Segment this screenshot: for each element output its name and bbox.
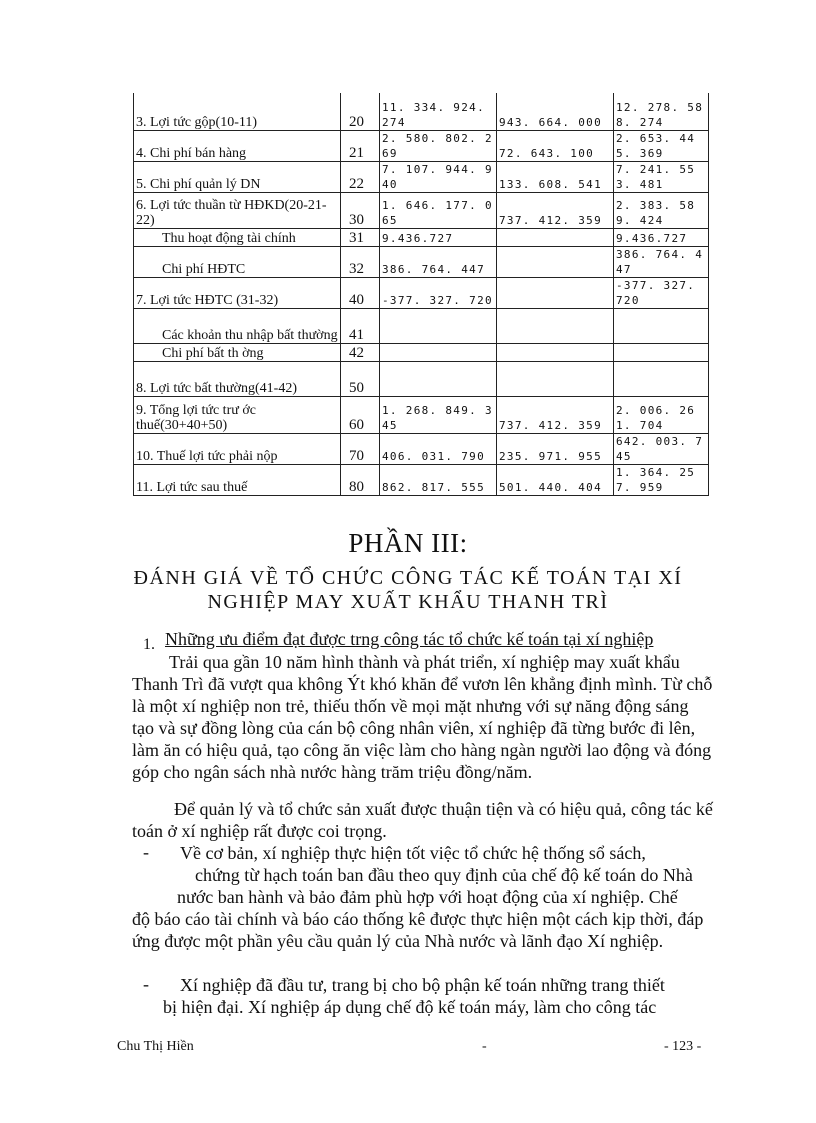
table-row: [134, 277, 709, 308]
part-subtitle: ĐÁNH GIÁ VỀ TỔ CHỨC CÔNG TÁC KẾ TOÁN TẠI XÍ NGHIỆP MAY XUẤT KHẨU THANH TRÌ: [133, 567, 683, 613]
row-code: 21: [341, 130, 380, 161]
row-code: 42: [341, 343, 380, 361]
table-row: [134, 130, 709, 161]
table-row: [134, 433, 709, 464]
value-col-3: 7. 241. 553. 481: [614, 161, 709, 192]
row-label: 11. Lợi tức sau thuế: [134, 464, 341, 495]
row-code: 22: [341, 161, 380, 192]
bullet-dash: -: [143, 842, 149, 862]
value-col-3: 2. 383. 589. 424: [614, 192, 709, 228]
value-col-1: [380, 361, 497, 396]
value-col-1: 11. 334. 924. 274: [380, 93, 497, 130]
row-code: 30: [341, 192, 380, 228]
value-col-1: 2. 580. 802. 269: [380, 130, 497, 161]
value-col-3: 9.436.727: [614, 228, 709, 246]
row-label: 5. Chi phí quản lý DN: [134, 161, 341, 192]
page-number: - 123 -: [664, 1039, 702, 1054]
value-col-2: 133. 608. 541: [497, 161, 614, 192]
value-col-3: [614, 308, 709, 343]
part-title: PHẦN III:: [348, 528, 468, 558]
bullet-1-line-2: chứng từ hạch toán ban đầu theo quy định của chế độ kế toán do Nhà: [195, 865, 693, 885]
row-label: Các khoản thu nhập bất thường: [134, 308, 341, 343]
row-label: Chi phí HĐTC: [134, 246, 341, 277]
bullet-1-line-3: nước ban hành và bảo đảm phù hợp với hoạt động của xí nghiệp. Chế: [177, 887, 678, 907]
value-col-1: 1. 268. 849. 345: [380, 396, 497, 433]
value-col-3: 1. 364. 257. 959: [614, 464, 709, 495]
row-label: 3. Lợi tức gộp(10-11): [134, 93, 341, 130]
table-row: [134, 228, 709, 246]
value-col-2: [497, 361, 614, 396]
value-col-2: [497, 343, 614, 361]
paragraph-1: Trải qua gần 10 năm hình thành và phát triển, xí nghiệp may xuất khẩu Thanh Trì đã vượt qua không Ýt khó khăn để vươn lên khẳng định mình. Từ chỗ là một xí nghiệp non trẻ, thiếu thốn về mọi mặt nhưng với sự năng động sáng tạo và sự đồng lòng của cán bộ công nhân viên, xí nghiệp đã từng bước đi lên, làm ăn có hiệu quả, tạo công ăn việc làm cho hàng ngàn người lao động và đóng góp cho ngân sách nhà nước hàng trăm triệu đồng/năm.: [132, 652, 713, 782]
row-code: 31: [341, 228, 380, 246]
footer-dash: -: [482, 1039, 487, 1054]
row-code: 40: [341, 277, 380, 308]
table-row: [134, 308, 709, 343]
value-col-2: [497, 246, 614, 277]
value-col-1: -377. 327. 720: [380, 277, 497, 308]
table-row: [134, 93, 709, 130]
value-col-3: 642. 003. 745: [614, 433, 709, 464]
table-row: [134, 192, 709, 228]
value-col-2: 737. 412. 359: [497, 192, 614, 228]
bullet-2-line-1: Xí nghiệp đã đầu tư, trang bị cho bộ phận kế toán những trang thiết: [180, 975, 665, 995]
bullet-dash: -: [143, 974, 149, 994]
row-code: 70: [341, 433, 380, 464]
value-col-2: 737. 412. 359: [497, 396, 614, 433]
value-col-1: 406. 031. 790: [380, 433, 497, 464]
value-col-3: 2. 006. 261. 704: [614, 396, 709, 433]
row-code: 60: [341, 396, 380, 433]
value-col-1: 9.436.727: [380, 228, 497, 246]
row-label: Thu hoạt động tài chính: [134, 228, 341, 246]
value-col-2: 501. 440. 404: [497, 464, 614, 495]
bullet-2-line-2: bị hiện đại. Xí nghiệp áp dụng chế độ kế toán máy, làm cho công tác: [163, 997, 657, 1017]
value-col-1: [380, 343, 497, 361]
bullet-1-line-1: Về cơ bản, xí nghiệp thực hiện tốt việc tổ chức hệ thống sổ sách,: [180, 843, 646, 863]
value-col-1: 7. 107. 944. 940: [380, 161, 497, 192]
row-label: 4. Chi phí bán hàng: [134, 130, 341, 161]
row-label: 10. Thuế lợi tức phải nộp: [134, 433, 341, 464]
value-col-2: 943. 664. 000: [497, 93, 614, 130]
bullet-1-rest: độ báo cáo tài chính và báo cáo thống kê được thực hiện một cách kịp thời, đáp ứng được một phần yêu cầu quản lý của Nhà nước và lãnh đạo Xí nghiệp.: [132, 909, 704, 951]
table-row: [134, 396, 709, 433]
value-col-3: 2. 653. 445. 369: [614, 130, 709, 161]
value-col-1: 1. 646. 177. 065: [380, 192, 497, 228]
value-col-2: [497, 308, 614, 343]
value-col-3: 386. 764. 447: [614, 246, 709, 277]
footer-author: Chu Thị Hiền: [117, 1039, 194, 1054]
row-label: 9. Tổng lợi tức trư ớc thuế(30+40+50): [134, 396, 341, 433]
row-label: 7. Lợi tức HĐTC (31-32): [134, 277, 341, 308]
section-number: 1.: [143, 636, 155, 653]
row-label: Chi phí bất th ờng: [134, 343, 341, 361]
table-row: [134, 246, 709, 277]
table-row: [134, 464, 709, 495]
value-col-3: [614, 361, 709, 396]
row-code: 80: [341, 464, 380, 495]
row-label: 6. Lợi tức thuần từ HĐKD(20-21-22): [134, 192, 341, 228]
table-row: [134, 343, 709, 361]
table-row: [134, 361, 709, 396]
value-col-3: 12. 278. 588. 274: [614, 93, 709, 130]
row-code: 41: [341, 308, 380, 343]
row-code: 20: [341, 93, 380, 130]
table-row: [134, 161, 709, 192]
row-label: 8. Lợi tức bất thường(41-42): [134, 361, 341, 396]
paragraph-2: Để quản lý và tổ chức sản xuất được thuận tiện và có hiệu quả, công tác kế toán ở xí nghiệp rất được coi trọng.: [132, 799, 713, 841]
value-col-3: [614, 343, 709, 361]
value-col-1: [380, 308, 497, 343]
value-col-2: [497, 228, 614, 246]
value-col-2: 72. 643. 100: [497, 130, 614, 161]
value-col-2: [497, 277, 614, 308]
value-col-1: 862. 817. 555: [380, 464, 497, 495]
section-title: Những ưu điểm đạt được trng công tác tổ chức kế toán tại xí nghiệp: [165, 629, 654, 649]
row-code: 50: [341, 361, 380, 396]
row-code: 32: [341, 246, 380, 277]
value-col-3: -377. 327. 720: [614, 277, 709, 308]
financial-table: [133, 93, 709, 496]
value-col-2: 235. 971. 955: [497, 433, 614, 464]
value-col-1: 386. 764. 447: [380, 246, 497, 277]
